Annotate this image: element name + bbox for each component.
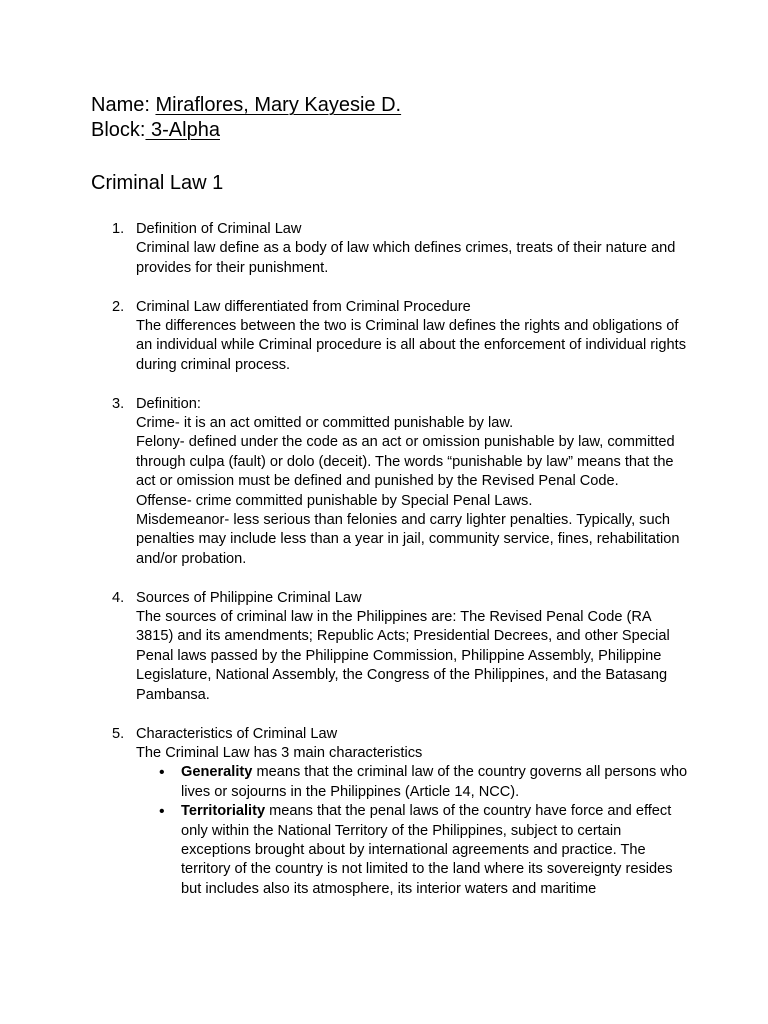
definition-offense: Offense- crime committed punishable by Special Penal Laws. [136,492,533,509]
item-text: The sources of criminal law in the Philippines are: The Revised Penal Code (RA 3815) and its amendments; Republic Acts; Presidential Decrees, and other Special Penal laws passed by the Philippine Commission, Philippine Assembly, Philippine Legislature, National Assembly, the Congress of the Philippines, and the Batasang Pambansa. [136,609,670,703]
list-item [0,395,768,570]
item-text: Criminal law define as a body of law which defines crimes, treats of their nature and provides for their punishment. [136,240,676,276]
list-item [0,589,768,705]
item-heading: Definition of Criminal Law [136,221,302,237]
bullet-item [136,802,688,899]
document-title: Criminal Law 1 [91,172,224,194]
definition-crime: Crime- it is an act omitted or committed punishable by law. [136,415,514,432]
bullet-icon: • [159,764,165,782]
definition-felony: Felony- defined under the code as an act or omission punishable by law, committed through culpa (fault) or dolo (deceit). The words “punishable by law” means that the act or omission must be defined and punished by the Revised Penal Code. [136,434,675,490]
block-label: Block: [91,119,146,141]
item-heading: Definition: [136,395,201,412]
bullet-icon: • [159,803,165,821]
bullet-text: means that the penal laws of the country have force and effect only within the National Territory of the Philippines, subject to certain exceptions brought about by international agreements and practice. The territory of the country is not limited to the land where its sovereignty resides but includes also its atmosphere, its interior waters and maritime [181,803,673,897]
name-line [91,93,401,118]
block-line [91,118,401,143]
list-item [0,725,768,900]
item-number: 1. [112,221,125,237]
bullet-item [136,763,688,802]
item-number: 2. [112,298,125,315]
list-item [0,220,768,278]
bullet-text: means that the criminal law of the country governs all persons who lives or sojourns in the Philippines (Article 14, NCC). [181,764,688,800]
item-heading: Criminal Law differentiated from Criminal Procedure [136,298,471,315]
document-header [91,93,401,143]
item-number: 5. [112,725,125,742]
numbered-list [0,220,768,919]
characteristics-list [136,763,688,899]
item-heading: Sources of Philippine Criminal Law [136,589,362,606]
bullet-term: Territoriality [181,803,266,820]
item-heading: Characteristics of Criminal Law [136,725,338,742]
bullet-term: Generality [181,764,253,781]
name-label: Name: [91,94,156,116]
block-value: 3-Alpha [145,119,220,141]
item-number: 3. [112,395,125,412]
item-text: The differences between the two is Criminal law defines the rights and obligations of an individual while Criminal procedure is all about the enforcement of individual rights during criminal process. [136,318,686,373]
item-text: The Criminal Law has 3 main characteristics [136,744,423,761]
name-value: Miraflores, Mary Kayesie D. [155,94,402,116]
item-number: 4. [112,589,125,606]
definition-misdemeanor: Misdemeanor- less serious than felonies and carry lighter penalties. Typically, such penalties may include less than a year in jail, community service, fines, rehabilitation and/or probation. [136,512,680,567]
list-item [0,298,768,376]
